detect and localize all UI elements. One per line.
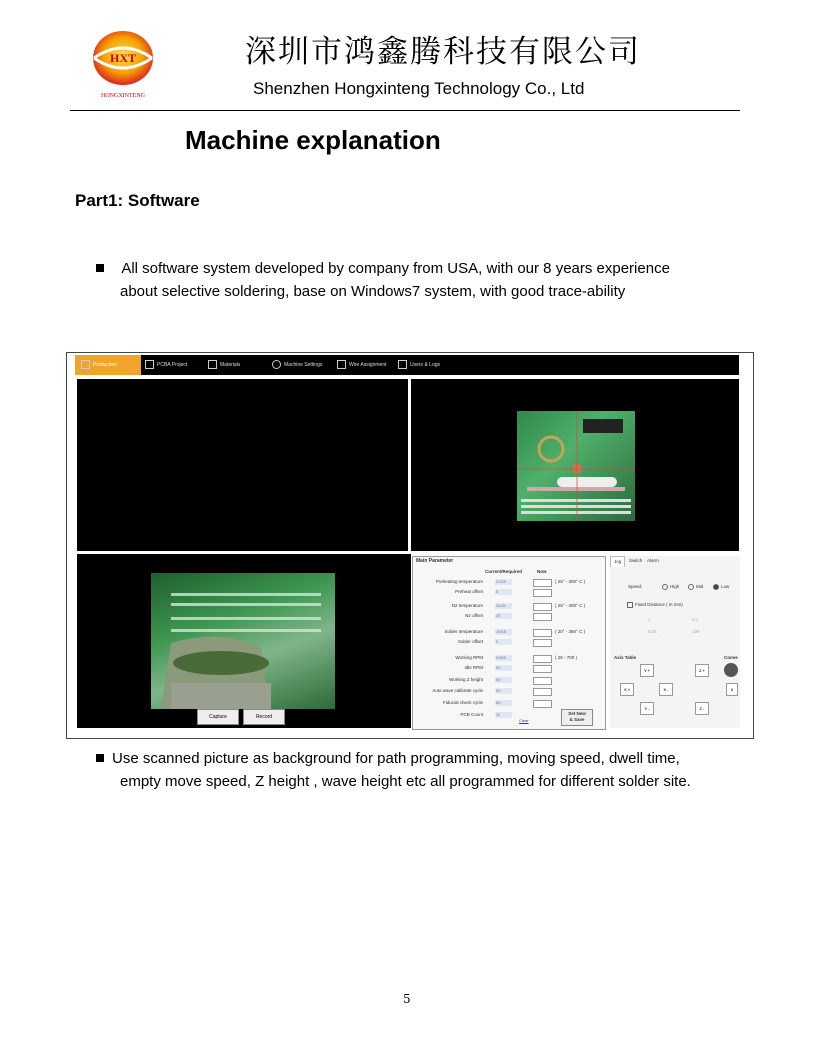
param-row bbox=[413, 579, 603, 587]
param-current-value: 15/15 bbox=[495, 629, 512, 635]
param-label: N2 offset bbox=[465, 613, 483, 618]
box-icon bbox=[208, 360, 217, 369]
param-now-input[interactable] bbox=[533, 613, 552, 621]
bullet-square-icon bbox=[96, 264, 104, 272]
param-now-input[interactable] bbox=[533, 589, 552, 597]
bullet2-line2: empty move speed, Z height , wave height etc all programmed for different solder site. bbox=[120, 773, 691, 790]
speed-option-high[interactable]: High bbox=[662, 584, 679, 590]
param-current-value: 0/200 bbox=[495, 655, 512, 661]
param-row bbox=[413, 677, 603, 685]
tab-materials[interactable]: Materials bbox=[208, 355, 240, 375]
pcb-image bbox=[517, 411, 635, 521]
pcb-detail-graphic bbox=[517, 411, 635, 521]
param-label: Preheat offset bbox=[455, 589, 483, 594]
param-label: Working Z height bbox=[449, 677, 483, 682]
param-range: ( 25° - 400° C ) bbox=[555, 603, 586, 608]
axis-x-plus-button[interactable]: X + bbox=[620, 683, 634, 696]
software-screenshot bbox=[66, 352, 754, 739]
record-button[interactable]: Record bbox=[243, 709, 285, 725]
jog-panel bbox=[610, 556, 740, 728]
axis-z-minus-button[interactable]: Z - bbox=[695, 702, 709, 715]
app-nav-bar bbox=[75, 355, 739, 375]
panel-heading: Main Parameter bbox=[416, 558, 454, 564]
param-label: Idle RPM bbox=[464, 665, 483, 670]
set-new-save-button[interactable]: Set New & Save bbox=[561, 709, 593, 726]
distance-0-1[interactable]: 0.1 bbox=[692, 617, 699, 622]
param-row bbox=[413, 655, 603, 663]
gear-icon bbox=[272, 360, 281, 369]
param-row bbox=[413, 639, 603, 647]
radio-selected-icon bbox=[713, 584, 719, 590]
company-name-chinese: 深圳市鸿鑫腾科技有限公司 bbox=[245, 34, 641, 70]
clear-link[interactable]: Clear bbox=[519, 718, 529, 723]
param-range: ( 25° - 300° C ) bbox=[555, 579, 586, 584]
tab-pcba-project[interactable]: PCBA Project bbox=[145, 355, 187, 375]
bullet1-line2: about selective soldering, base on Windows7 system, with good trace-ability bbox=[120, 283, 626, 300]
param-now-input[interactable] bbox=[533, 639, 552, 647]
camera-view-empty bbox=[77, 379, 408, 551]
distance-100[interactable]: 100 bbox=[692, 629, 700, 634]
wire-icon bbox=[337, 360, 346, 369]
column-header-now: Now bbox=[537, 569, 547, 574]
bullet-paragraph-1 bbox=[96, 257, 670, 303]
bullet-square-icon bbox=[96, 754, 104, 762]
bullet-paragraph-2 bbox=[96, 747, 691, 793]
header-divider bbox=[70, 110, 740, 111]
tab-wire-assignment[interactable]: Wire Assignment bbox=[337, 355, 387, 375]
users-icon bbox=[398, 360, 407, 369]
param-current-value: 0 bbox=[495, 639, 512, 645]
param-row bbox=[413, 589, 603, 597]
distance-0-01[interactable]: 0.01 bbox=[648, 629, 657, 634]
tab-alarm[interactable]: Alarm bbox=[647, 558, 659, 563]
axis-x-minus-button[interactable]: X - bbox=[659, 683, 673, 696]
distance-1[interactable]: 1 bbox=[648, 617, 651, 622]
axis-y-plus-button[interactable]: Y + bbox=[640, 664, 654, 677]
param-row bbox=[413, 688, 603, 696]
conveyor-knob-icon bbox=[724, 663, 738, 677]
param-now-input[interactable] bbox=[533, 665, 552, 673]
param-label: Preheating temperature bbox=[435, 579, 483, 584]
speed-option-low[interactable]: Low bbox=[713, 584, 729, 590]
param-current-value: 31/31 bbox=[495, 603, 512, 609]
home-icon bbox=[81, 360, 90, 369]
param-now-input[interactable] bbox=[533, 603, 552, 611]
bullet1-line1: All software system developed by company from USA, with our 8 years experience bbox=[118, 260, 670, 277]
param-label: N2 temperature bbox=[451, 603, 483, 608]
radio-icon bbox=[662, 584, 668, 590]
tab-users-logs[interactable]: Users & Logs bbox=[398, 355, 440, 375]
tab-production[interactable]: Production bbox=[75, 355, 141, 375]
param-range: ( 20° - 360° C ) bbox=[555, 629, 586, 634]
param-label: Auto wave calibrate cycle bbox=[432, 688, 483, 693]
tab-machine-settings[interactable]: Machine Settings bbox=[272, 355, 322, 375]
logo-text: HXT bbox=[109, 51, 137, 65]
param-label: Fiducial check cycle bbox=[442, 700, 483, 705]
company-logo bbox=[88, 28, 158, 100]
tab-jog[interactable]: Jog bbox=[610, 556, 625, 567]
column-header-current: Current/Required bbox=[485, 569, 523, 574]
param-current-value: 20 bbox=[495, 613, 512, 619]
param-current-value: 50 bbox=[495, 700, 512, 706]
param-range: ( 25 - 700 ) bbox=[555, 655, 578, 660]
page-title: Machine explanation bbox=[185, 125, 441, 155]
checkbox-icon bbox=[627, 602, 633, 608]
main-parameter-panel bbox=[412, 556, 606, 730]
param-now-input[interactable] bbox=[533, 579, 552, 587]
capture-button[interactable]: Capture bbox=[197, 709, 239, 725]
param-current-value: 50 bbox=[495, 677, 512, 683]
param-label: Solder temperature bbox=[444, 629, 483, 634]
param-label: PCB Count bbox=[460, 712, 483, 717]
pcb-nozzle-image bbox=[151, 573, 335, 709]
param-row bbox=[413, 629, 603, 637]
axis-y-minus-button[interactable]: Y - bbox=[640, 702, 654, 715]
param-label: Working RPM bbox=[455, 655, 483, 660]
page-number: 5 bbox=[403, 992, 411, 1006]
param-current-value: 50 bbox=[495, 688, 512, 694]
bullet2-line1: Use scanned picture as background for path programming, moving speed, dwell time, bbox=[112, 750, 680, 767]
radio-icon bbox=[688, 584, 694, 590]
param-now-input[interactable] bbox=[533, 700, 552, 708]
param-now-input[interactable] bbox=[533, 655, 552, 663]
param-current-value: 50 bbox=[495, 665, 512, 671]
speed-label: Speed: bbox=[628, 584, 643, 589]
conveyor-x-button[interactable]: X bbox=[726, 683, 738, 696]
param-now-input[interactable] bbox=[533, 629, 552, 637]
board-icon bbox=[145, 360, 154, 369]
conveyor-label: Conve bbox=[724, 655, 738, 660]
param-now-input[interactable] bbox=[533, 688, 552, 696]
company-name-english: Shenzhen Hongxinteng Technology Co., Ltd bbox=[253, 79, 585, 98]
param-row bbox=[413, 665, 603, 673]
param-current-value: 11 bbox=[495, 712, 512, 718]
param-row bbox=[413, 700, 603, 708]
param-current-value: 0 bbox=[495, 589, 512, 595]
axis-table-label: Axis Table bbox=[614, 655, 637, 660]
param-row bbox=[413, 603, 603, 611]
camera-view-pcb bbox=[411, 379, 739, 551]
param-current-value: 27/20 bbox=[495, 579, 512, 585]
section-heading: Part1: Software bbox=[75, 191, 200, 210]
param-row bbox=[413, 613, 603, 621]
axis-z-plus-button[interactable]: Z + bbox=[695, 664, 709, 677]
nozzle-detail-graphic bbox=[151, 573, 335, 709]
param-label: Solder offset bbox=[457, 639, 483, 644]
camera-view-nozzle bbox=[77, 554, 411, 728]
param-now-input[interactable] bbox=[533, 677, 552, 685]
logo-subtext: HONGXINTENG bbox=[101, 93, 145, 99]
fixed-distance-checkbox[interactable]: Fixed Distance ( In mm) bbox=[627, 602, 683, 608]
speed-option-mid[interactable]: Mid bbox=[688, 584, 703, 590]
tab-switch[interactable]: Switch bbox=[629, 558, 643, 563]
